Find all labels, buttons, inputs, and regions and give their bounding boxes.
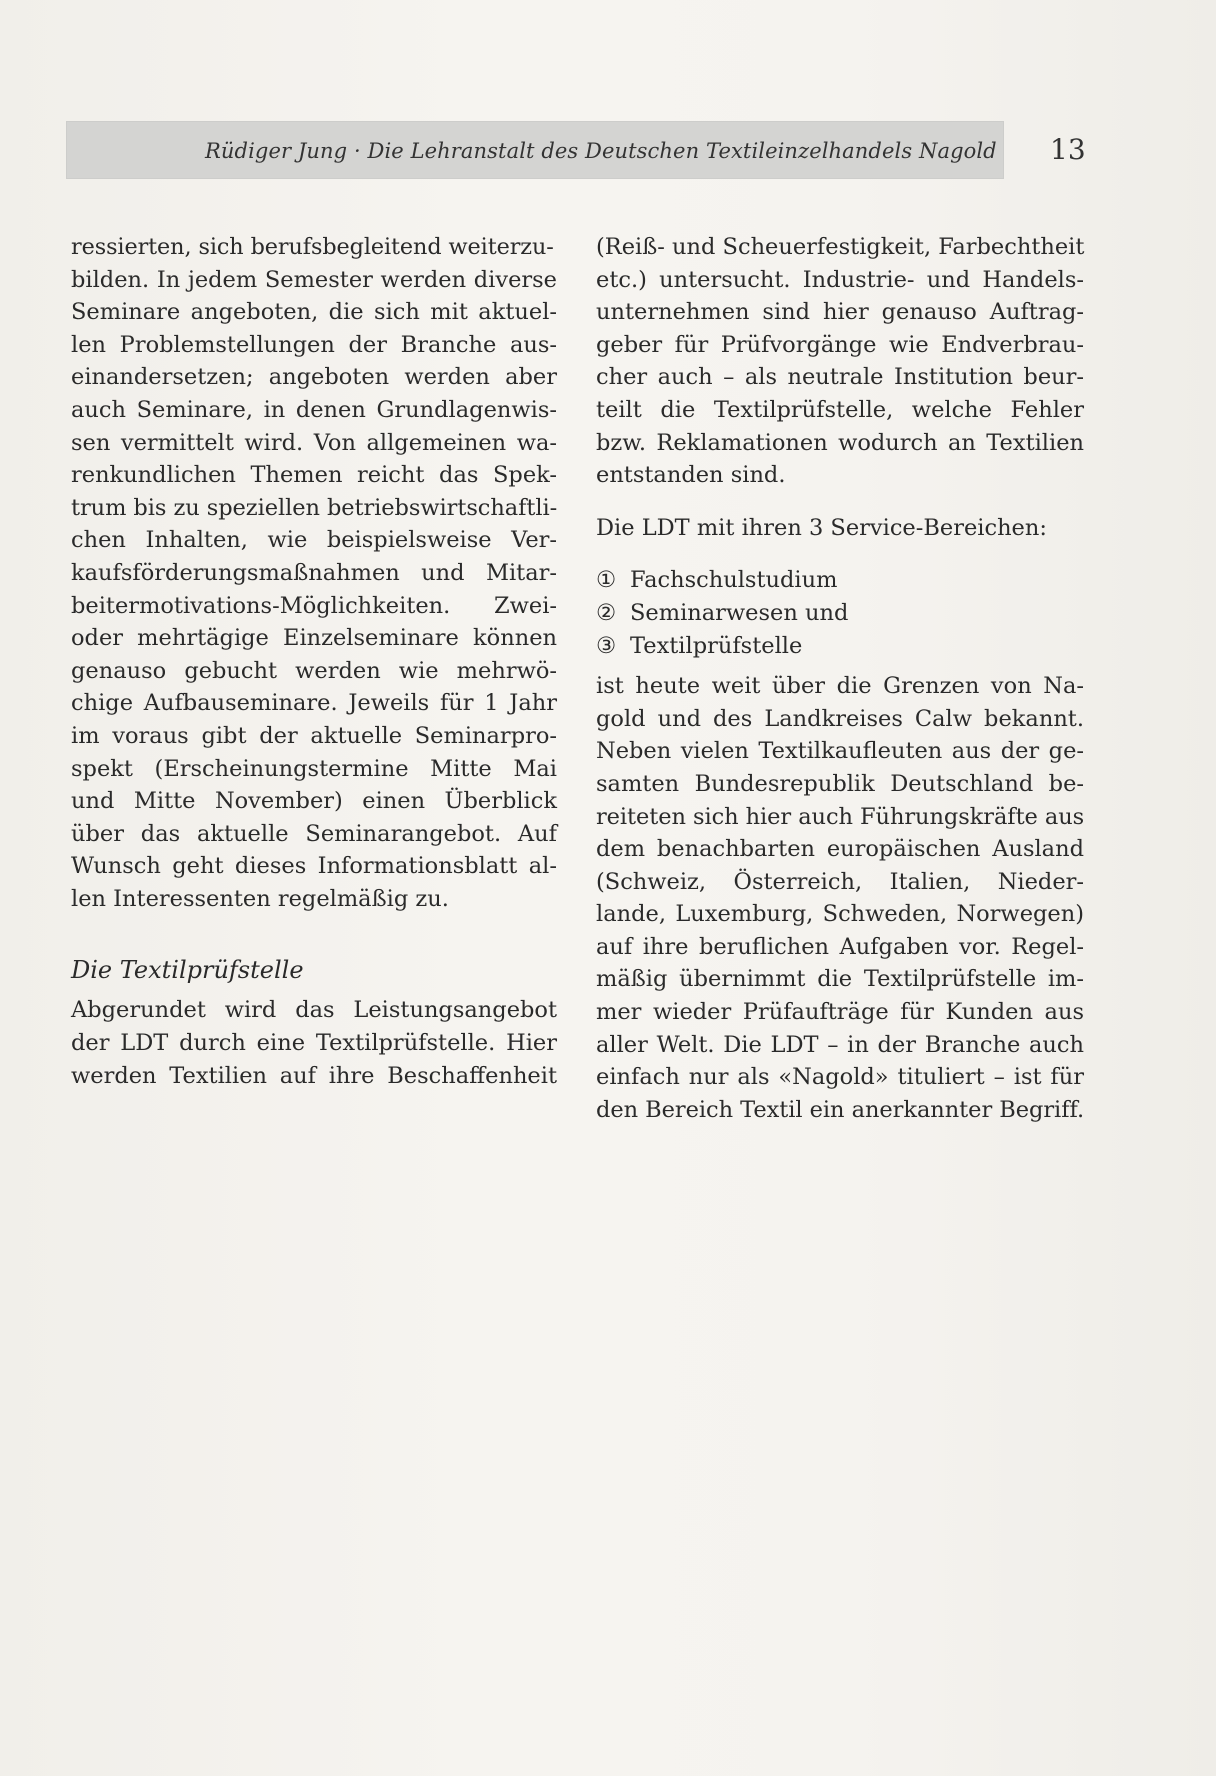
text-line: bzw. Reklamationen wodurch an Textilien: [596, 429, 1084, 456]
text-line: teilt die Textilprüfstelle, welche Fehler: [596, 396, 1084, 423]
paragraph-gap: [596, 544, 1084, 564]
text-line: (Schweiz, Österreich, Italien, Nieder-: [596, 868, 1084, 895]
running-title: Rüdiger Jung · Die Lehranstalt des Deutschen Textileinzelhandels Nagold: [205, 139, 997, 163]
paragraph-gap: [596, 492, 1084, 512]
text-line: cher auch – als neutrale Institution beur-: [596, 364, 1084, 391]
text-line: samten Bundesrepublik Deutschland be-: [596, 770, 1084, 797]
text-line: der LDT durch eine Textilprüfstelle. Hier: [71, 1030, 557, 1057]
text-line: spekt (Erscheinungstermine Mitte Mai: [71, 755, 557, 782]
text-line: len Interessenten regelmäßig zu.: [71, 885, 449, 912]
text-line: ist heute weit über die Grenzen von Na-: [596, 673, 1084, 700]
text-line: mer wieder Prüfaufträge für Kunden aus: [596, 999, 1084, 1026]
text-line: beitermotivations-Möglichkeiten. Zwei-: [71, 592, 557, 619]
text-line: ressierten, sich berufsbegleitend weiterzu-: [71, 234, 554, 260]
paragraph-gap: [596, 662, 1084, 670]
text-line: renkundlichen Themen reicht das Spek-: [71, 462, 557, 489]
list-marker: ②: [596, 599, 617, 626]
text-line: im voraus gibt der aktuelle Seminarpro-: [71, 722, 557, 749]
list-item-text: Textilprüfstelle: [630, 632, 803, 659]
service-intro: Die LDT mit ihren 3 Service-Bereichen:: [596, 514, 1047, 541]
text-line: sen vermittelt wird. Von allgemeinen wa-: [71, 429, 557, 456]
left-paragraph-1: [71, 231, 557, 915]
page-number: 13: [1050, 133, 1086, 166]
right-paragraph-1: [596, 231, 1084, 492]
text-line: einfach nur als «Nagold» tituliert – ist für: [596, 1064, 1084, 1091]
text-line: dem benachbarten europäischen Ausland: [596, 836, 1084, 863]
text-line: auch Seminare, in denen Grundlagenwis-: [71, 396, 557, 423]
text-line: Abgerundet wird das Leistungsangebot: [71, 997, 557, 1024]
text-line: oder mehrtägige Einzelseminare können: [71, 625, 557, 652]
service-list: [596, 564, 1084, 662]
text-line: über das aktuelle Seminarangebot. Auf: [71, 820, 557, 847]
text-line: lande, Luxemburg, Schweden, Norwegen): [596, 901, 1084, 928]
text-line: etc.) untersucht. Industrie- und Handels-: [596, 266, 1084, 293]
text-line: bilden. In jedem Semester werden diverse: [71, 266, 557, 293]
text-line: geber für Prüfvorgänge wie Endverbrau-: [596, 331, 1084, 358]
text-line: trum bis zu speziellen betriebswirtschaftli-: [71, 494, 558, 521]
text-line: den Bereich Textil ein anerkannter Begriff.: [596, 1096, 1085, 1123]
left-column: [71, 231, 557, 1092]
list-item: [596, 630, 1084, 663]
text-line: aller Welt. Die LDT – in der Branche auch: [596, 1031, 1084, 1058]
text-line: Wunsch geht dieses Informationsblatt al-: [71, 853, 557, 880]
list-item: [596, 564, 1084, 597]
text-line: (Reiß- und Scheuerfestigkeit, Farbechtheit: [596, 234, 1085, 260]
section-heading: Die Textilprüfstelle: [71, 956, 304, 985]
text-line: Seminare angeboten, die sich mit aktuel-: [71, 299, 557, 326]
list-marker: ①: [596, 567, 617, 594]
text-line: kaufsförderungsmaßnahmen und Mitar-: [71, 559, 557, 586]
right-column: [596, 231, 1084, 1126]
text-line: chen Inhalten, wie beispielsweise Ver-: [71, 527, 557, 554]
text-line: len Problemstellungen der Branche aus-: [71, 331, 557, 358]
text-line: entstanden sind.: [596, 462, 786, 489]
list-item: [596, 597, 1084, 630]
right-paragraph-2: [596, 670, 1084, 1126]
text-line: unternehmen sind hier genauso Auftrag-: [596, 299, 1084, 326]
text-line: mäßig übernimmt die Textilprüfstelle im-: [596, 966, 1084, 993]
text-line: reiteten sich hier auch Führungskräfte aus: [596, 803, 1085, 830]
left-paragraph-2: [71, 994, 557, 1092]
text-line: einandersetzen; angeboten werden aber: [71, 364, 557, 391]
text-line: gold und des Landkreises Calw bekannt.: [596, 705, 1084, 732]
text-line: werden Textilien auf ihre Beschaffenheit: [71, 1062, 557, 1089]
text-line: Neben vielen Textilkaufleuten aus der ge-: [596, 738, 1084, 765]
text-line: und Mitte November) einen Überblick: [71, 788, 557, 815]
list-marker: ③: [596, 632, 617, 659]
text-line: genauso gebucht werden wie mehrwö-: [71, 657, 557, 684]
text-line: auf ihre beruflichen Aufgaben vor. Regel-: [596, 933, 1084, 960]
list-item-text: Fachschulstudium: [630, 567, 838, 594]
text-line: chige Aufbauseminare. Jeweils für 1 Jahr: [71, 690, 557, 717]
list-item-text: Seminarwesen und: [630, 599, 849, 626]
